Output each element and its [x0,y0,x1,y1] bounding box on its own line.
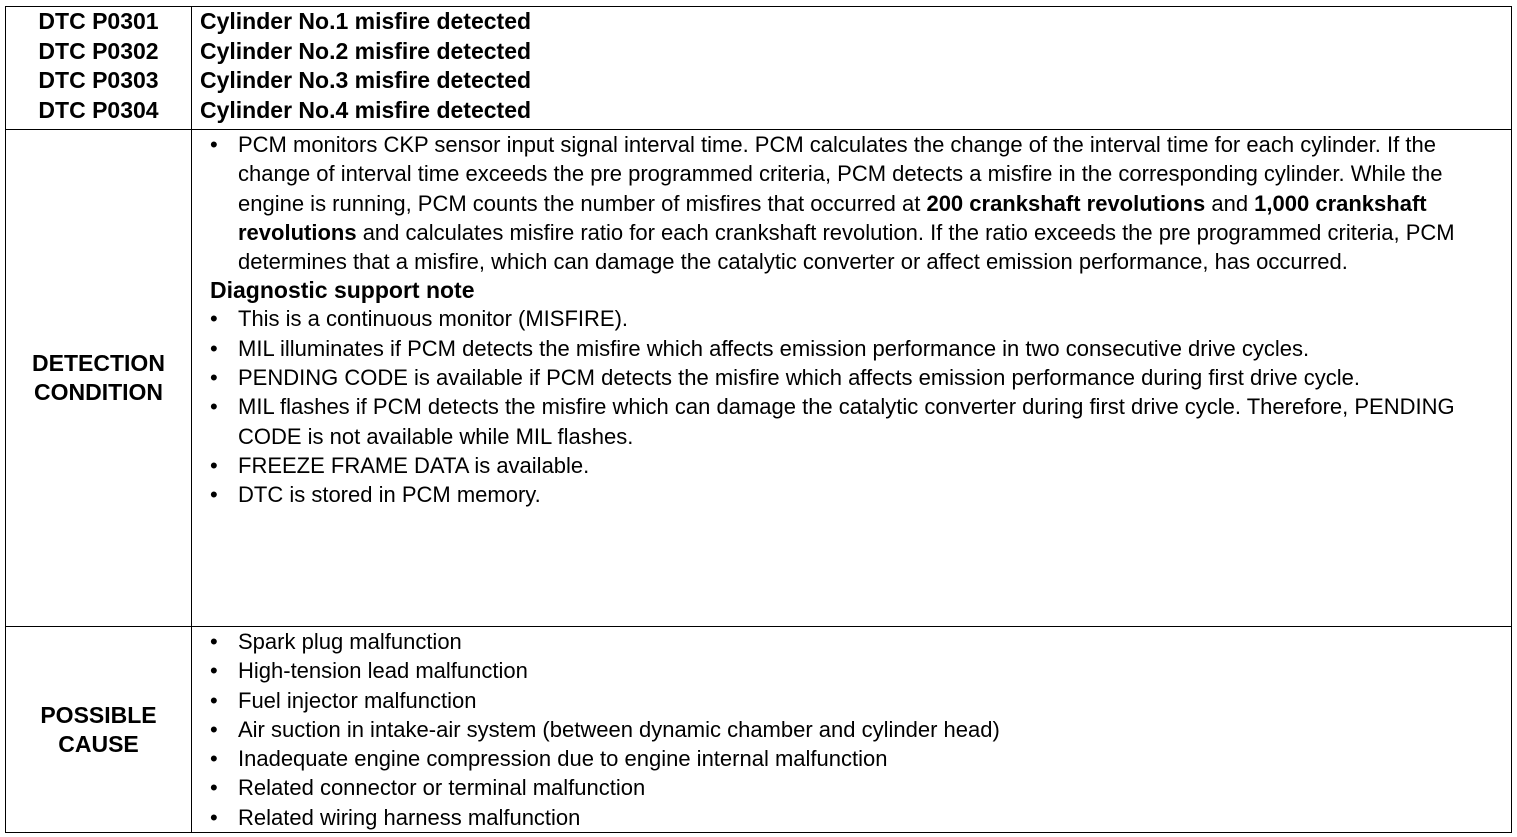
list-item: • Air suction in intake-air system (between dynamic chamber and cylinder head) [192,715,1511,744]
dtc-code: DTC P0304 [38,96,159,123]
emphasis-200-revolutions: 200 crankshaft revolutions [926,190,1206,216]
list-item: • Inadequate engine compression due to engine internal malfunction [192,744,1511,773]
detection-condition-body [192,130,1512,627]
dtc-code: DTC P0302 [38,37,159,64]
possible-cause-list [192,627,1511,832]
emphasis-1000-revolutions: 1,000 crankshaft revolutions [238,190,1427,245]
dtc-code: DTC P0301 [38,8,159,34]
possible-cause-label [6,627,192,833]
dtc-title-cell [192,7,1512,130]
detection-intro-paragraph: • PCM monitors CKP sensor input signal interval time. PCM calculates the change of the interval time for each cylinder. If the change of interval time exceeds the pre programmed criteria, PCM detects a misfire in the corresponding cylinder. While the engine is running, PCM counts the number of misfires that occurred at 200 crankshaft revolutions and 1,000 crankshaft revolutions and calculates misfire ratio for each crankshaft revolution. If the ratio exceeds the pre programmed criteria, PCM determines that a misfire, which can damage the catalytic converter or affect emission performance, has occurred. [192,130,1511,276]
detection-row [6,130,1512,627]
dtc-title: Cylinder No.1 misfire detected [200,8,532,34]
list-item: • This is a continuous monitor (MISFIRE). [192,304,1511,333]
detection-label-line: CONDITION [33,379,164,405]
detection-condition-label [6,130,192,627]
list-item: • Related connector or terminal malfunction [192,773,1511,802]
dtc-title: Cylinder No.3 misfire detected [200,67,532,93]
possible-cause-body [192,627,1512,833]
list-item: • Spark plug malfunction [192,627,1511,656]
cause-label-line: POSSIBLE [40,701,157,728]
cause-label-line: CAUSE [58,730,139,757]
list-item: • High-tension lead malfunction [192,656,1511,685]
dtc-code-cell [6,7,192,130]
header-row [6,7,1512,130]
list-item: • Fuel injector malfunction [192,686,1511,715]
detection-label-line: DETECTION [32,350,165,376]
diagnostic-support-note-heading: Diagnostic support note [210,277,475,304]
list-item: • PENDING CODE is available if PCM detects the misfire which affects emission performance during first drive cycle. [192,363,1511,392]
list-item: • MIL illuminates if PCM detects the misfire which affects emission performance in two consecutive drive cycles. [192,334,1511,363]
dtc-table [5,6,1512,833]
list-item: • MIL flashes if PCM detects the misfire which can damage the catalytic converter during first drive cycle. Therefore, PENDING CODE is not available while MIL flashes. [192,392,1511,451]
list-item: • Related wiring harness malfunction [192,803,1511,832]
dtc-title: Cylinder No.4 misfire detected [200,96,532,123]
diagnostic-notes-list [192,304,1511,509]
dtc-code: DTC P0303 [38,67,159,93]
detection-intro-list [192,130,1511,276]
list-item: • FREEZE FRAME DATA is available. [192,451,1511,480]
possible-cause-row [6,627,1512,833]
dtc-title: Cylinder No.2 misfire detected [200,37,532,64]
list-item: • DTC is stored in PCM memory. [192,480,1511,509]
